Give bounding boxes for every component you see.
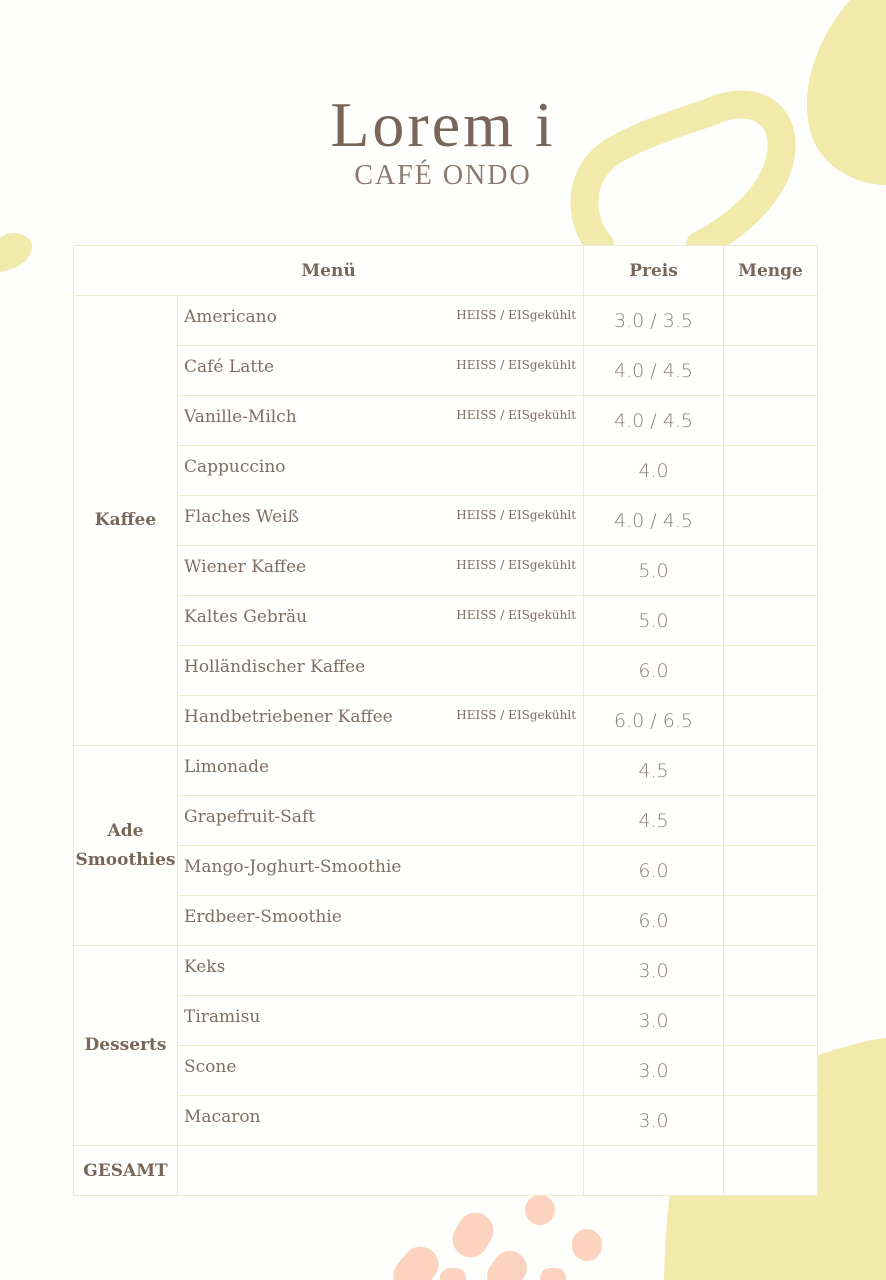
quantity-cell[interactable] (724, 996, 818, 1046)
item-price: 4.0 (584, 446, 724, 496)
item-name: Cappuccino (184, 457, 286, 477)
total-blank (178, 1146, 584, 1196)
item-note: HEISS / EISgekühlt (456, 708, 577, 722)
quantity-cell[interactable] (724, 546, 818, 596)
table-row (74, 796, 818, 846)
item-price: 3.0 (584, 996, 724, 1046)
header-menu: Menü (74, 246, 584, 296)
table-row (74, 1046, 818, 1096)
item-price: 3.0 (584, 1046, 724, 1096)
item-cell (178, 296, 584, 346)
item-name: Erdbeer-Smoothie (184, 907, 342, 927)
table-row (74, 746, 818, 796)
table-row (74, 1096, 818, 1146)
item-cell (178, 696, 584, 746)
header-price: Preis (584, 246, 724, 296)
item-price: 3.0 (584, 946, 724, 996)
category-kaffee: Kaffee (74, 296, 178, 746)
item-note: HEISS / EISgekühlt (456, 508, 577, 522)
item-name: Grapefruit-Saft (184, 807, 316, 827)
item-name: Scone (184, 1057, 237, 1077)
item-cell (178, 846, 584, 896)
table-row (74, 596, 818, 646)
item-name: Keks (184, 957, 226, 977)
item-name: Tiramisu (184, 1007, 261, 1027)
item-price: 3.0 / 3.5 (584, 296, 724, 346)
item-price: 5.0 (584, 596, 724, 646)
table-row (74, 846, 818, 896)
quantity-cell[interactable] (724, 746, 818, 796)
total-quantity[interactable] (724, 1146, 818, 1196)
item-note: HEISS / EISgekühlt (456, 558, 577, 572)
page-title: Lorem i (330, 89, 556, 160)
item-name: Limonade (184, 757, 270, 777)
quantity-cell[interactable] (724, 896, 818, 946)
item-cell (178, 596, 584, 646)
item-note: HEISS / EISgekühlt (456, 358, 577, 372)
item-cell (178, 446, 584, 496)
table-row (74, 646, 818, 696)
item-name: Handbetriebener Kaffee (184, 707, 393, 727)
item-note: HEISS / EISgekühlt (456, 308, 577, 322)
item-price: 6.0 (584, 646, 724, 696)
item-name: Café Latte (184, 357, 275, 377)
item-note: HEISS / EISgekühlt (456, 608, 577, 622)
quantity-cell[interactable] (724, 846, 818, 896)
table-row (74, 696, 818, 746)
item-cell (178, 896, 584, 946)
menu-table (73, 245, 818, 1196)
quantity-cell[interactable] (724, 646, 818, 696)
quantity-cell[interactable] (724, 346, 818, 396)
table-row (74, 346, 818, 396)
quantity-cell[interactable] (724, 396, 818, 446)
category-ade-smoothies (74, 746, 178, 946)
item-name: Americano (184, 307, 277, 327)
total-label: GESAMT (74, 1146, 178, 1196)
item-cell (178, 1046, 584, 1096)
quantity-cell[interactable] (724, 1046, 818, 1096)
item-name: Macaron (184, 1107, 261, 1127)
item-price: 4.5 (584, 746, 724, 796)
item-name: Mango-Joghurt-Smoothie (184, 857, 402, 877)
item-price: 3.0 (584, 1096, 724, 1146)
item-cell (178, 546, 584, 596)
item-cell (178, 946, 584, 996)
quantity-cell[interactable] (724, 296, 818, 346)
category-name-line2: Smoothies (75, 849, 176, 870)
category-name-line1: Ade (107, 820, 144, 841)
item-note: HEISS / EISgekühlt (456, 408, 577, 422)
table-row (74, 496, 818, 546)
item-price: 6.0 (584, 896, 724, 946)
item-price: 6.0 (584, 846, 724, 896)
item-price: 4.0 / 4.5 (584, 396, 724, 446)
item-price: 6.0 / 6.5 (584, 696, 724, 746)
quantity-cell[interactable] (724, 946, 818, 996)
total-price[interactable] (584, 1146, 724, 1196)
item-cell (178, 346, 584, 396)
table-row (74, 546, 818, 596)
quantity-cell[interactable] (724, 446, 818, 496)
table-header-row (74, 246, 818, 296)
quantity-cell[interactable] (724, 496, 818, 546)
quantity-cell[interactable] (724, 1096, 818, 1146)
table-row (74, 296, 818, 346)
quantity-cell[interactable] (724, 596, 818, 646)
table-row (74, 396, 818, 446)
table-row (74, 946, 818, 996)
item-cell (178, 996, 584, 1046)
item-cell (178, 396, 584, 446)
category-desserts: Desserts (74, 946, 178, 1146)
item-price: 5.0 (584, 546, 724, 596)
item-cell (178, 796, 584, 846)
item-name: Holländischer Kaffee (184, 657, 366, 677)
table-row (74, 896, 818, 946)
item-price: 4.0 / 4.5 (584, 496, 724, 546)
quantity-cell[interactable] (724, 796, 818, 846)
item-cell (178, 646, 584, 696)
item-name: Wiener Kaffee (184, 557, 307, 577)
item-name: Kaltes Gebräu (184, 607, 308, 627)
item-cell (178, 746, 584, 796)
table-row (74, 446, 818, 496)
total-row (74, 1146, 818, 1196)
item-cell (178, 1096, 584, 1146)
table-row (74, 996, 818, 1046)
cafe-name: CAFÉ ONDO (354, 160, 532, 191)
quantity-cell[interactable] (724, 696, 818, 746)
item-price: 4.0 / 4.5 (584, 346, 724, 396)
item-name: Flaches Weiß (184, 507, 299, 527)
item-cell (178, 496, 584, 546)
item-name: Vanille-Milch (184, 407, 297, 427)
item-price: 4.5 (584, 796, 724, 846)
header-quantity: Menge (724, 246, 818, 296)
